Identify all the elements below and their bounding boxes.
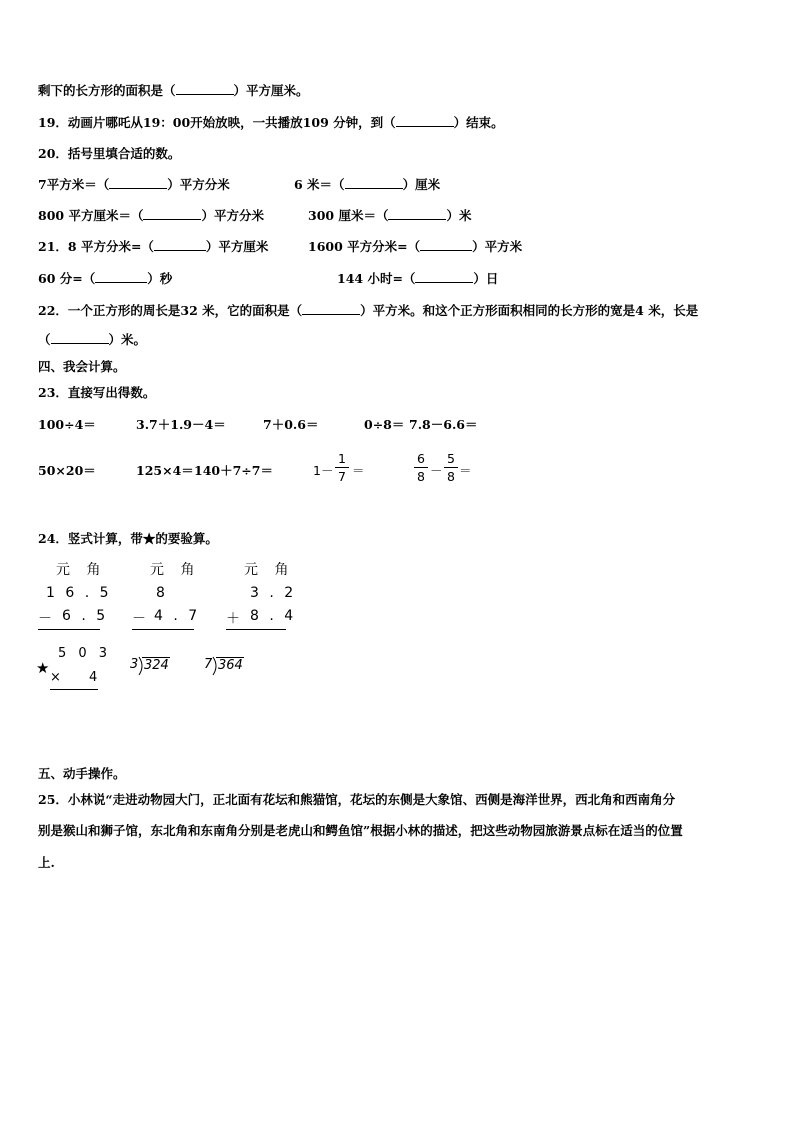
question-22: 22．一个正方形的周长是32 米，它的面积是（ ）平方米。和这个正方形面积相同的长方形的宽是4 米，长是: [38, 303, 699, 318]
divisor: 7: [204, 657, 213, 672]
q21-item-d: 144 小时=（ ）日: [337, 271, 499, 286]
underline: [226, 629, 286, 630]
q20-item-d: 300 厘米＝（ ）米: [308, 208, 472, 223]
question-24-title: 24．竖式计算，带★的要验算。: [38, 531, 218, 546]
q20-item-c: 800 平方厘米＝（ ）平方分米: [38, 208, 264, 223]
answer-blank[interactable]: [143, 208, 201, 220]
underline: [38, 629, 100, 630]
calc-item: 100÷4＝: [38, 417, 96, 432]
dividend: 364: [218, 658, 243, 673]
answer-blank[interactable]: [420, 239, 472, 251]
q21-item-c: 60 分=（ ）秒: [38, 271, 173, 286]
operator: －: [132, 611, 146, 627]
vertical-top-number: 5 0 3: [58, 646, 112, 661]
dividend: 324: [144, 658, 169, 673]
q18-tail: 剩下的长方形的面积是（ ）平方厘米。: [38, 83, 309, 98]
calc-item: 125×4＝: [136, 463, 194, 478]
answer-blank[interactable]: [396, 115, 454, 127]
column-header: 元 角: [56, 562, 107, 578]
vertical-bottom-number: 4 . 7: [154, 608, 201, 624]
answer-blank[interactable]: [345, 177, 403, 189]
vertical-top-number: 1 6 . 5: [46, 585, 112, 601]
fraction: 6 8: [414, 451, 428, 484]
answer-blank[interactable]: [176, 83, 234, 95]
operator: ＋: [226, 611, 240, 627]
answer-blank[interactable]: [154, 239, 206, 251]
calc-item: 3.7＋1.9－4＝: [136, 417, 226, 432]
vertical-top-number: 3 . 2: [250, 585, 297, 601]
fraction-lead: 1－: [313, 463, 334, 478]
operator: －: [38, 611, 52, 627]
fraction: 1 7: [335, 451, 349, 484]
question-25-line-1: 25．小林说“走进动物园大门，正北面有花坛和熊猫馆，花坛的东侧是大象馆、西侧是海洋世界，西北角和西南角分: [38, 792, 676, 807]
answer-blank[interactable]: [51, 332, 109, 344]
section-4-heading: 四、我会计算。: [38, 359, 126, 374]
calc-item: 140＋7÷7＝: [194, 463, 273, 478]
question-20-title: 20．括号里填合适的数。: [38, 146, 181, 161]
vertical-top-number: 8: [156, 585, 165, 601]
star-icon: ★: [36, 659, 50, 677]
vertical-bottom-number: 6 . 5: [62, 608, 109, 624]
answer-blank[interactable]: [302, 303, 360, 315]
question-25-line-3: 上.: [38, 855, 55, 870]
equals-sign: ＝: [352, 463, 365, 478]
divisor: 3: [130, 657, 139, 672]
minus-sign: －: [430, 463, 443, 478]
answer-blank[interactable]: [95, 271, 147, 283]
underline: [50, 689, 98, 690]
answer-blank[interactable]: [109, 177, 167, 189]
q21-item-a: 21．8 平方分米=（ ）平方厘米: [38, 239, 269, 254]
operator: ×: [50, 670, 61, 685]
question-19: 19．动画片哪吒从19：00开始放映，一共播放109 分钟，到（ ）结束。: [38, 115, 504, 130]
fraction: 5 8: [444, 451, 458, 484]
underline: [132, 629, 194, 630]
q20-item-a: 7平方米＝（ ）平方分米: [38, 177, 230, 192]
q20-item-b: 6 米＝（ ）厘米: [294, 177, 441, 192]
calc-item: 7.8－6.6＝: [409, 417, 478, 432]
vertical-bottom-number: 8 . 4: [250, 608, 297, 624]
calc-item: 7＋0.6＝: [263, 417, 319, 432]
answer-blank[interactable]: [388, 208, 446, 220]
calc-item: 50×20＝: [38, 463, 96, 478]
vertical-bottom-number: 4: [89, 670, 98, 685]
calc-item: 0÷8＝: [364, 417, 405, 432]
section-5-heading: 五、动手操作。: [38, 766, 126, 781]
q21-item-b: 1600 平方分米=（ ）平方米: [308, 239, 523, 254]
question-23-title: 23．直接写出得数。: [38, 385, 156, 400]
column-header: 元 角: [150, 562, 201, 578]
question-25-line-2: 别是猴山和狮子馆，东北角和东南角分别是老虎山和鳄鱼馆”根据小林的描述，把这些动物园旅游景点标在适当的位置: [38, 823, 683, 838]
question-22-line2: （ ）米。: [38, 332, 147, 347]
equals-sign: ＝: [459, 463, 472, 478]
column-header: 元 角: [244, 562, 295, 578]
answer-blank[interactable]: [415, 271, 473, 283]
